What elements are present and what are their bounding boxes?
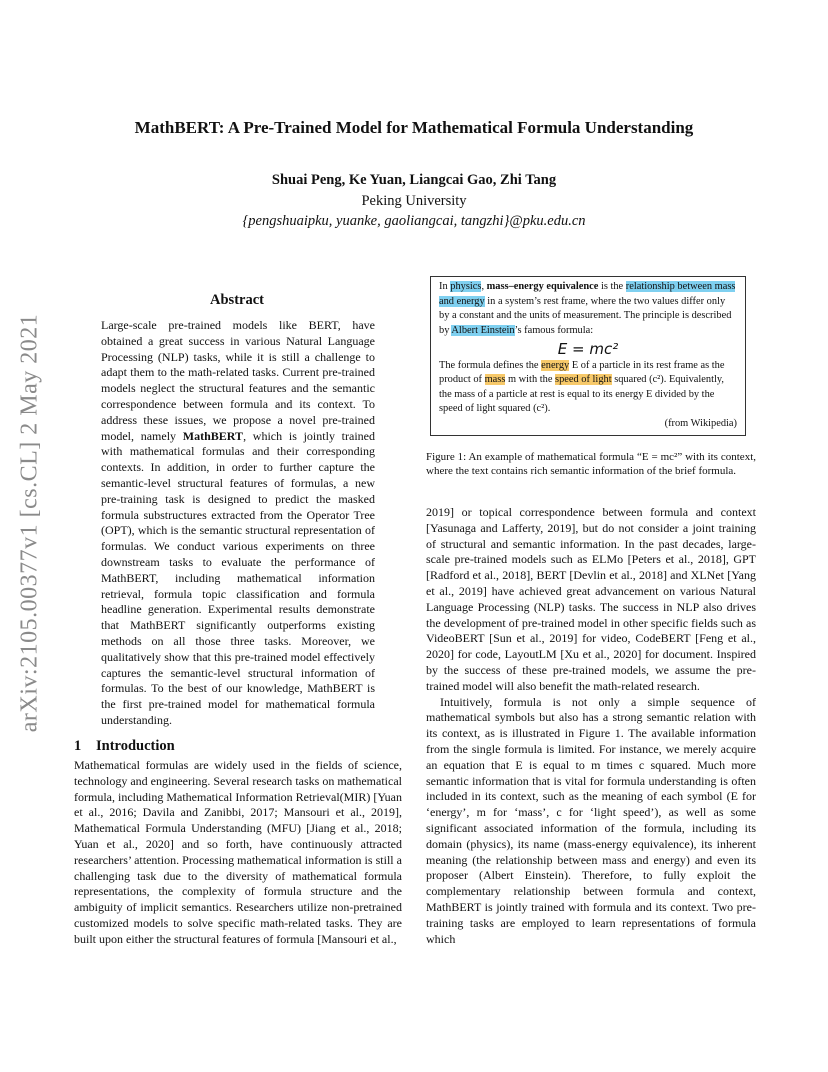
intro-paragraph: Mathematical formulas are widely used in the fields of science, technology and engineering. Several research tasks on mathematical formula, including Mathematical Information Retrieval(MIR) [Yuan et al., 2016; Davila and Zanibbi, 2017; Mansouri et al., 2019], Mathematical Formula Understanding (MFU) [Jiang et al., 2018; Yuan et al., 2020] and so forth, have continuously attracted researchers’ attention. Processing mathematical information is still a challenging task due to the diversity of mathematical formula representations, the complexity of formula structure and the ambiguity of implicit semantics. Researchers utilize non-pretrained customized models to solve specific math-related tasks. They are built upon either the structural features of formula [Mansouri et al., [74, 758, 402, 946]
fig-text: ’s famous formula: [514, 324, 594, 336]
section-heading [74, 738, 175, 755]
fig-text: In [439, 281, 451, 292]
highlight-physics: physics [450, 281, 482, 292]
paper-title: MathBERT: A Pre-Trained Model for Mathematical Formula Understanding [134, 118, 694, 137]
arxiv-stamp [10, 288, 50, 758]
author-emails: {pengshuaipku, yuanke, gaoliangcai, tangzhi}@pku.edu.cn [242, 213, 586, 229]
fig-text: m with the [505, 374, 556, 385]
fig-text: E of a particle in its rest frame as the product of [439, 359, 725, 385]
figure-context-paragraph-1 [439, 280, 737, 338]
formula-emc2: E = mc² [557, 340, 619, 358]
figure-1-caption: Figure 1: An example of mathematical formula “E = mc²” with its context, where the text contains rich semantic information of the brief formula. [426, 451, 756, 477]
arxiv-stamp-text: arXiv:2105.00377v1 [cs.CL] 2 May 2021 [16, 313, 43, 733]
fig-text: , [481, 281, 487, 292]
intro-body [74, 758, 402, 948]
highlight-mass: mass [484, 374, 506, 385]
fig-text: The formula defines the [439, 359, 542, 371]
highlight-speed-of-light: speed of light [555, 374, 612, 385]
section-title: Introduction [96, 738, 175, 754]
highlight-energy: energy [541, 359, 570, 371]
abstract-text-2: , which is jointly trained with mathematical formulas and their corresponding contexts. In addition, in order to further capture the semantic-level structural features of formulas, a new pre-training task is designed to predict the masked formula substructures extracted from the Operator Tree (OPT), which is the semantic structural representation of formulas. We conduct various experiments on three downstream tasks to evaluate the performance of MathBERT, including mathematical information retrieval, formula topic classification and formula headline generation. Experimental results demonstrate that MathBERT significantly outperforms existing methods on all those three tasks. Moreover, we qualitatively show that this pre-trained model effectively captures the semantic-level structural information of formulas. To the best of our knowledge, MathBERT is the first pre-trained model for mathematical formula understanding. [101, 428, 375, 727]
fig-text: in a system’s rest frame, where the two values differ only by a constant and the units of measurement. The principle is described by [439, 295, 732, 336]
right-column-body [426, 505, 756, 947]
author-list: Shuai Peng, Ke Yuan, Liangcai Gao, Zhi Tang [271, 172, 557, 188]
fig-text: squared (c²). Equivalently, the mass of a particle at rest is equal to its energy E divided by the speed of light squared (c²). [439, 374, 724, 414]
abstract-heading: Abstract [210, 292, 264, 308]
highlight-einstein: Albert Einstein [451, 324, 515, 336]
section-number: 1 [74, 738, 82, 754]
figure-source: (from Wikipedia) [664, 417, 737, 429]
abstract-body [101, 318, 375, 729]
figure-context-paragraph-2 [439, 359, 737, 417]
fig-text: is the [598, 281, 626, 292]
right-paragraph-2: Intuitively, formula is not only a simple sequence of mathematical symbols but also has a strong semantic relation with its context, as is illustrated in Figure 1. The available information from the single formula is limited. For instance, we merely acquire an equation that E is equal to m times c squared. Much more semantic information that is vital for formula understanding is often included in its context, such as the meaning of each symbol (E for ‘energy’, m for ‘mass’, c for ‘light speed’), as well as some significant associated information of the formula, including its domain (physics), its name (mass-energy equivalence), its inherent meaning (the relationship between mass and energy) and even its proposer (Albert Einstein). Therefore, to fully exploit the complementary relationship between formula and context, MathBERT is jointly trained with formula and its context. Two pre-training tasks are employed to learn representations of formula which [426, 694, 756, 946]
term-mass-energy: mass–energy equivalence [486, 281, 599, 292]
affiliation: Peking University [361, 193, 467, 209]
highlight-relationship: relationship between mass and energy [439, 281, 736, 307]
abstract-model-name: MathBERT [182, 428, 244, 443]
figure-1-box [430, 276, 746, 436]
right-paragraph-1: 2019] or topical correspondence between formula and context [Yasunaga and Lafferty, 2019], but do not consider a joint training of structural and semantic information. In the past decades, large-scale pre-trained models such as ELMo [Peters et al., 2018], GPT [Radford et al., 2018], BERT [Devlin et al., 2018] and XLNet [Yang et al., 2019] have achieved great advancement on various Natural Language Processing (NLP) tasks. The success in NLP also drives the development of pre-trained model in other specific fields such as VideoBERT [Sun et al., 2019] for video, CodeBERT [Feng et al., 2020] for code, LayoutLM [Xu et al., 2020] for document. Inspired by the success of these pre-trained models, we assume the pre-trained model will also benefit the math-related research. [426, 505, 756, 693]
abstract-text-1: Large-scale pre-trained models like BERT, have obtained a great success in various Natural Language Processing (NLP) tasks, while it is still a challenge to adapt them to the math-related tasks. Current pre-trained models neglect the structural features and the semantic correspondence between formula and its context. To address these issues, we propose a novel pre-trained model, namely [101, 318, 375, 443]
